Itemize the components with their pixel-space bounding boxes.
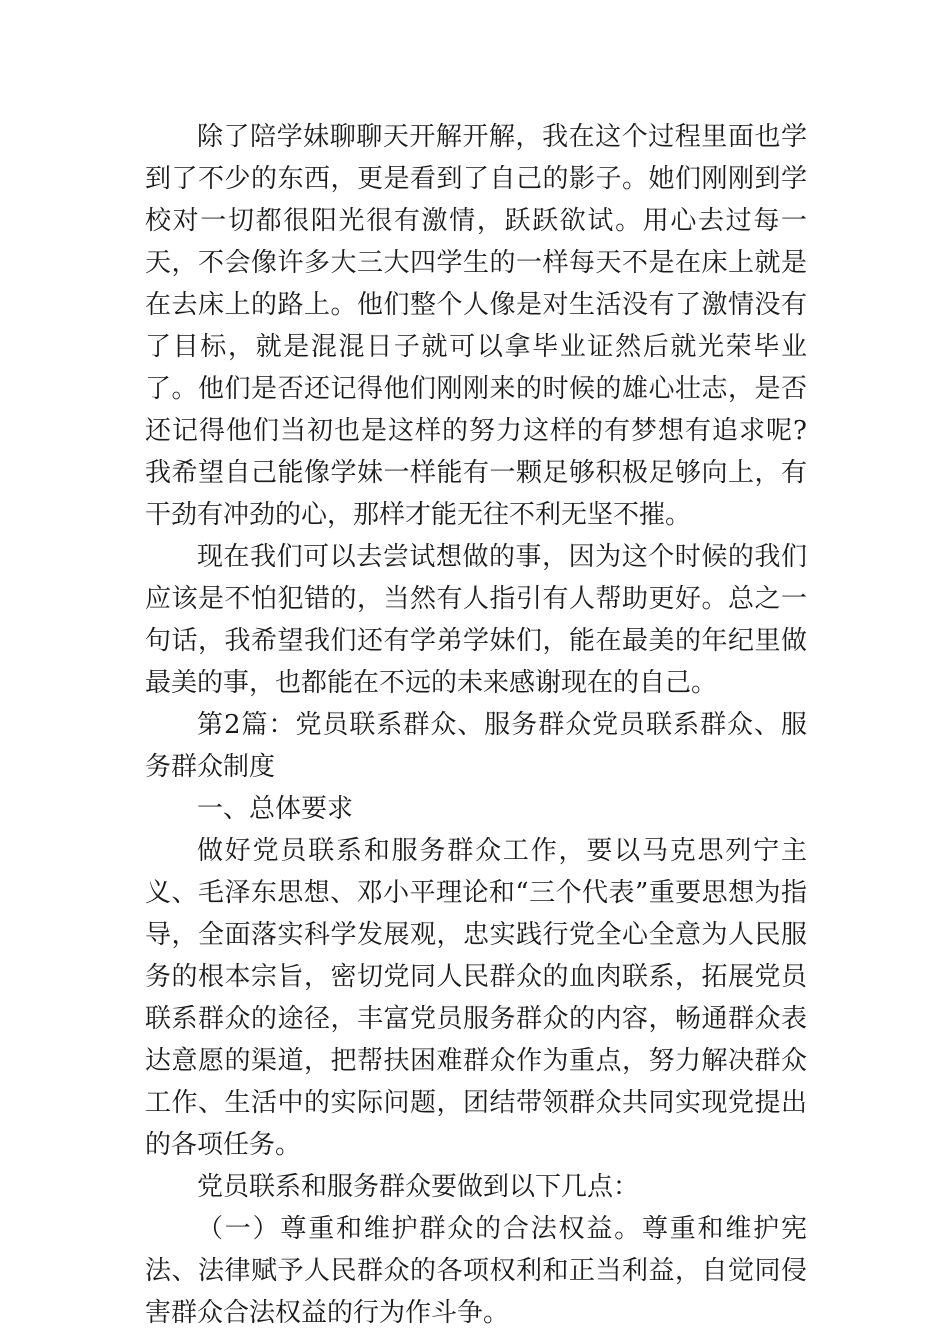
section-heading-part-2: 第2篇：党员联系群众、服务群众党员联系群众、服务群众制度 bbox=[145, 710, 807, 782]
subheading-general-requirements: 一、总体要求 bbox=[197, 794, 354, 824]
paragraph-points-intro: 党员联系和服务群众要做到以下几点： bbox=[197, 1172, 640, 1202]
paragraph-reflection: 除了陪学妹聊聊天开解开解，我在这个过程里面也学到了不少的东西，更是看到了自己的影子。她们刚刚到学校对一切都很阳光很有激情，跃跃欲试。用心去过每一天，不会像许多大三大四学生的一样每天不是在床上就是在去床上的路上。他们整个人像是对生活没有了激情没有了目标，就是混混日子就可以拿毕业证然后就光荣毕业了。他们是否还记得他们刚刚来的时候的雄心壮志，是否还记得他们当初也是这样的努力这样的有梦想有追求呢?我希望自己能像学妹一样能有一颗足够积极足够向上，有干劲有冲劲的心，那样才能无往不利无坚不摧。 bbox=[145, 122, 807, 530]
paragraph-conclusion: 现在我们可以去尝试想做的事，因为这个时候的我们应该是不怕犯错的，当然有人指引有人帮助更好。总之一句话，我希望我们还有学弟学妹们，能在最美的年纪里做最美的事，也都能在不远的未来感谢现在的自己。 bbox=[145, 542, 807, 698]
document-page bbox=[145, 116, 807, 1334]
paragraph-point-one: （一）尊重和维护群众的合法权益。尊重和维护宪法、法律赋予人民群众的各项权利和正当利益，自觉同侵害群众合法权益的行为作斗争。 bbox=[145, 1214, 807, 1328]
paragraph-guiding-principles: 做好党员联系和服务群众工作，要以马克思列宁主义、毛泽东思想、邓小平理论和“三个代表”重要思想为指导，全面落实科学发展观，忠实践行党全心全意为人民服务的根本宗旨，密切党同人民群众的血肉联系，拓展党员联系群众的途径，丰富党员服务群众的内容，畅通群众表达意愿的渠道，把帮扶困难群众作为重点，努力解决群众工作、生活中的实际问题，团结带领群众共同实现党提出的各项任务。 bbox=[145, 836, 807, 1160]
